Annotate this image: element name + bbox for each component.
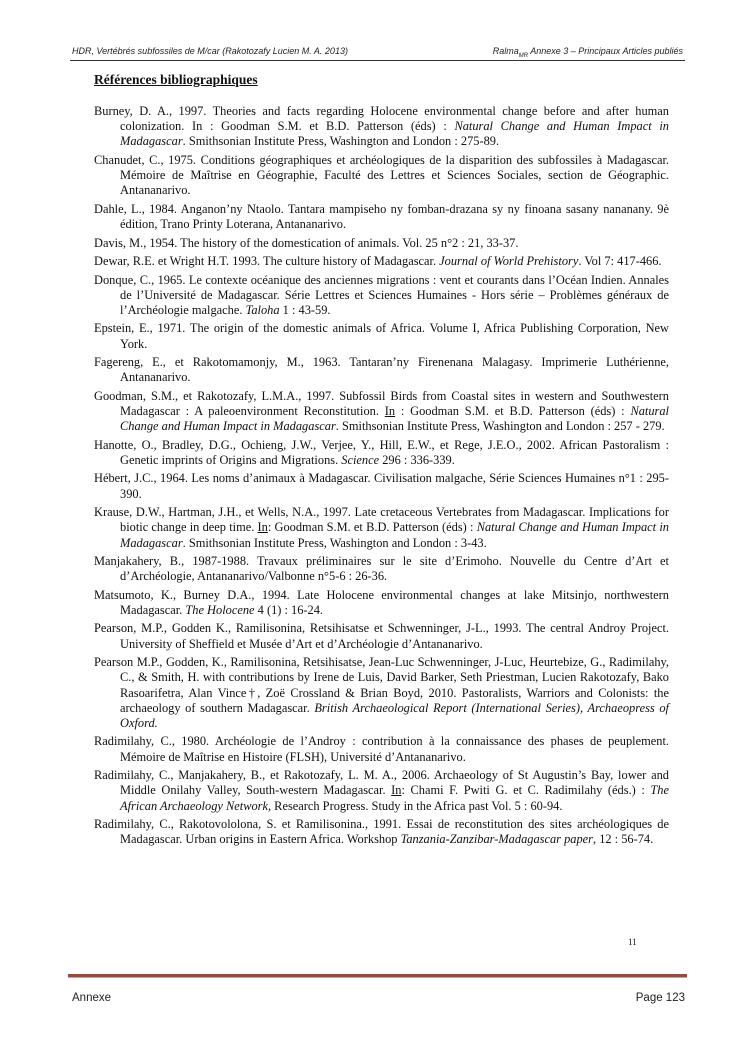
- reference-segment: 4 (1) : 16-24.: [254, 602, 324, 617]
- reference-italic-segment: The African Archaeology Network,: [120, 783, 669, 813]
- footer-rule: [68, 974, 687, 978]
- reference-italic-segment: The Holocene: [185, 602, 255, 617]
- reference-segment: Hébert, J.C., 1964. Les noms d’animaux à Madagascar. Civilisation malgache, Série Sciences Humaines n°1 : 295-390.: [94, 471, 669, 501]
- reference-segment: Krause, D.W., Hartman, J.H., et Wells, N.A., 1997. Late cretaceous Vertebrates from Madagascar. Implications for biotic change in deep time.: [94, 505, 669, 535]
- reference-segment: Radimilahy, C., 1980. Archéologie de l’Androy : contribution à la connaissance des phases de peuplement. Mémoire de Maîtrise en Histoire (FLSH), Université d’Antananarivo.: [94, 734, 669, 764]
- reference-italic-segment: Taloha: [245, 302, 280, 317]
- reference-segment: : Goodman S.M. et B.D. Patterson (éds) :: [267, 520, 477, 535]
- reference-entry: [94, 817, 669, 847]
- reference-underlined-segment: In: [257, 520, 268, 535]
- reference-segment: Burney, D. A., 1997. Theories and facts regarding Holocene environmental change before and after human colonization. In : Goodman S.M. et B.D. Patterson (éds) :: [94, 104, 669, 134]
- running-header-left: HDR, Vertébrés subfossiles de M/car (Rakotozafy Lucien M. A. 2013): [72, 46, 348, 56]
- reference-entry: [94, 355, 669, 385]
- reference-entry: [94, 153, 669, 199]
- reference-segment: . Vol 7: 417-466.: [578, 254, 662, 269]
- reference-segment: Dahle, L., 1984. Anganon’ny Ntaolo. Tantara mampiseho ny fomban-drazana sy ny finoana sasany nananany. 9è édition, Trano Printy Loterana, Antananarivo.: [94, 201, 669, 232]
- reference-entry: [94, 734, 669, 764]
- reference-segment: : Goodman S.M. et B.D. Patterson (éds) :: [395, 404, 631, 419]
- reference-entry: [94, 588, 669, 618]
- running-header-right-sub: MR: [518, 52, 529, 59]
- reference-segment: : Chami F. Pwiti G. et C. Radimilahy (éds.) :: [401, 783, 651, 798]
- reference-segment: Pearson M.P., Godden, K., Ramilisonina, Retsihisatse, Jean-Luc Schwenninger, J-Luc, Heurtebize, G., Radimilahy, C., & Smith, H. with contributions by Irene de Luis, David Barker, Seth Priestman, Lucien Rakotozafy, Bako Rasoarifetra, Alan Vince†, Zoë Crossland & Brian Boyd, 2010. Pastoralists, Warriors and Colonists: the archaeology of southern Madagascar.: [94, 655, 669, 715]
- reference-segment: . Smithsonian Institute Press, Washington and London : 3-43.: [182, 535, 487, 550]
- reference-italic-segment: Natural Change and Human Impact in Madagascar: [120, 119, 669, 149]
- reference-entry: [94, 254, 669, 269]
- header-rule: [70, 60, 685, 61]
- reference-entry: [94, 202, 669, 232]
- running-header-right-suffix: Annexe 3 – Principaux Articles publiés: [528, 46, 683, 56]
- reference-entry: [94, 321, 669, 351]
- reference-italic-segment: British Archaeological Report (International Series), Archaeopress of Oxford.: [120, 700, 669, 730]
- reference-segment: Epstein, E., 1971. The origin of the domestic animals of Africa. Volume I, Africa Publishing Corporation, New York.: [94, 321, 669, 351]
- reference-segment: . Smithsonian Institute Press, Washington and London : 275-89.: [182, 134, 500, 149]
- reference-italic-segment: Tanzania-Zanzibar-Madagascar paper: [400, 832, 593, 847]
- reference-italic-segment: Natural Change and Human Impact in Madagascar: [120, 404, 669, 434]
- reference-segment: Goodman, S.M., et Rakotozafy, L.M.A., 1997. Subfossil Birds from Coastal sites in western and Southwestern Madagascar : A paleoenvironment Reconstitution.: [94, 388, 669, 419]
- reference-list: [94, 104, 669, 847]
- reference-segment: Chanudet, C., 1975. Conditions géographiques et archéologiques de la disparition des subfossiles à Madagascar. Mémoire de Maîtrise en Géographie, Faculté des Lettres et Sciences Sociales, section de Géographic. Antananarivo.: [94, 152, 669, 198]
- reference-entry: [94, 104, 669, 150]
- reference-entry: [94, 505, 669, 551]
- reference-segment: Hanotte, O., Bradley, D.G., Ochieng, J.W., Verjee, Y., Hill, E.W., et Rege, J.E.O., 2002. African Pastoralism : Genetic imprints of Origins and Migrations.: [94, 437, 669, 467]
- reference-segment: Fagereng, E., et Rakotomamonjy, M., 1963. Tantaran’ny Firenenana Malagasy. Imprimerie Luthérienne, Antananarivo.: [94, 355, 669, 385]
- reference-segment: 1 : 43-59.: [279, 302, 331, 317]
- reference-entry: [94, 438, 669, 468]
- running-header-right: [493, 46, 683, 59]
- reference-segment: , 12 : 56-74.: [593, 832, 654, 847]
- reference-entry: [94, 621, 669, 651]
- reference-segment: . Smithsonian Institute Press, Washington and London : 257 - 279.: [335, 419, 665, 434]
- reference-segment: Davis, M., 1954. The history of the domestication of animals. Vol. 25 n°2 : 21, 33-37.: [94, 235, 519, 250]
- reference-entry: [94, 768, 669, 814]
- reference-entry: [94, 273, 669, 319]
- reference-italic-segment: Journal of World Prehistory: [439, 254, 579, 269]
- reference-segment: Radimilahy, C., Rakotovololona, S. et Ramilisonina., 1991. Essai de reconstitution des sites archéologiques de Madagascar. Urban origins in Eastern Africa. Workshop: [94, 817, 669, 847]
- reference-entry: [94, 389, 669, 435]
- reference-segment: Manjakahery, B., 1987-1988. Travaux préliminaires sur le site d’Erimoho. Nouvelle du Centre d’Art et d’Archéologie, Antananarivo/Valbonne n°5-6 : 26-36.: [94, 554, 669, 584]
- reference-italic-segment: Natural Change and Human Impact in Madagascar: [120, 520, 669, 550]
- reference-entry: [94, 655, 669, 731]
- reference-italic-segment: Science: [341, 452, 380, 467]
- footer-left: Annexe: [72, 992, 112, 1004]
- section-heading: Références bibliographiques: [94, 72, 258, 87]
- reference-segment: Research Progress. Study in the Africa past Vol. 5 : 60-94.: [271, 798, 563, 813]
- reference-segment: Dewar, R.E. et Wright H.T. 1993. The culture history of Madagascar.: [94, 254, 440, 269]
- reference-segment: Matsumoto, K., Burney D.A., 1994. Late Holocene environmental changes at lake Mitsinjo, northwestern Madagascar.: [94, 587, 669, 617]
- reference-underlined-segment: In: [384, 404, 396, 419]
- reference-segment: Pearson, M.P., Godden K., Ramilisonina, Retsihisatse et Schwenninger, J-L., 1993. The central Androy Project. University of Sheffield et Musée d’Art et d’Archéologie d’Antananarivo.: [94, 621, 669, 651]
- reference-segment: Donque, C., 1965. Le contexte océanique des anciennes migrations : vent et courants dans l’Océan Indien. Annales de l’Université de Madagascar. Série Lettres et Sciences Humaines - Hors série – Problèmes généraux de l’Archéologie malgache.: [94, 272, 669, 317]
- footer-page-number: Page 123: [635, 992, 685, 1004]
- reference-segment: Radimilahy, C., Manjakahery, B., et Rakotozafy, L. M. A., 2006. Archaeology of St Augustin’s Bay, lower and Middle Onilahy Valley, South-western Madagascar.: [94, 768, 669, 798]
- running-header-right-prefix: Ralma: [492, 46, 519, 56]
- reference-segment: 296 : 336-339.: [379, 452, 455, 467]
- reference-entry: [94, 236, 669, 251]
- reference-underlined-segment: In: [391, 783, 402, 798]
- reference-entry: [94, 554, 669, 584]
- reference-entry: [94, 471, 669, 501]
- inner-page-number: 11: [628, 937, 637, 947]
